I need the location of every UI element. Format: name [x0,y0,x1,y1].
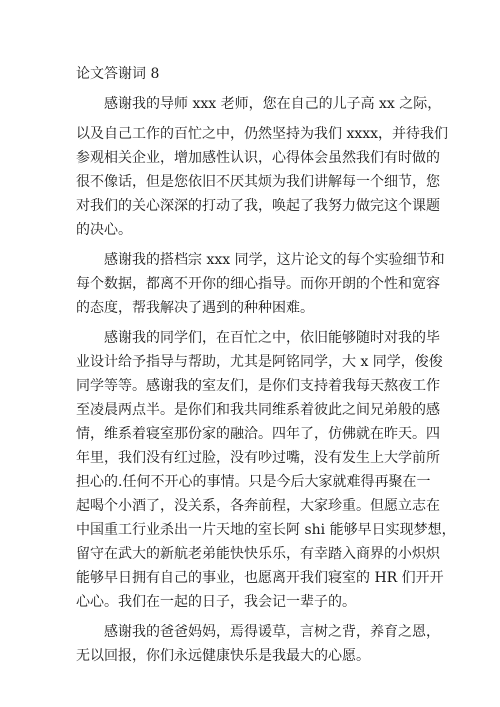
paragraph-3-line-11: 能够早日拥有自己的事业，也愿离开我们寝室的 HR 们开开 [76,570,444,586]
paragraph-1-line-2: 以及自己工作的百忙之中，仍然坚持为我们 xxxx，并待我们 [76,126,449,142]
paragraph-3-line-7: 担心的.任何不开心的事情。只是今后大家就难得再聚在一 [76,474,431,490]
paragraph-1-line-1: 感谢我的导师 xxx 老师，您在自己的儿子高 xx 之际， [104,96,442,112]
paragraph-3-line-6: 年里，我们没有红过脸，没有吵过嘴，没有发生上大学前所 [76,450,440,466]
paragraph-1-line-4: 很不像话，但是您依旧不厌其烦为我们讲解每一个细节，您 [76,174,440,190]
paragraph-3-line-9: 中国重工行业杀出一片天地的室长阿 shi 能够早日实现梦想， [76,522,456,538]
paragraph-1-line-3: 参观相关企业，增加感性认识，心得体会虽然我们有时做的 [76,150,440,166]
paragraph-3-line-8: 起喝个小酒了，没关系，各奔前程，大家珍重。但愿立志在 [76,498,440,514]
paragraph-2-line-3: 的态度，帮我解决了遇到的种种困难。 [76,300,314,316]
paragraph-2-line-1: 感谢我的搭档宗 xxx 同学，这片论文的每个实验细节和 [104,252,445,268]
paragraph-3-line-3: 同学等等。感谢我的室友们，是你们支持着我每天熬夜工作 [76,378,440,394]
paragraph-1-line-5: 对我们的关心深深的打动了我，唤起了我努力做完这个课题 [76,198,440,214]
paragraph-3-line-12: 心心。我们在一起的日子，我会记一辈子的。 [76,594,356,610]
paragraph-3-line-5: 情，维系着寝室那份家的融洽。四年了，仿佛就在昨天。四 [76,426,440,442]
paragraph-3-line-1: 感谢我的同学们，在百忙之中，依旧能够随时对我的毕 [104,330,440,346]
paragraph-2-line-2: 每个数据，都离不开你的细心指导。而你开朗的个性和宽容 [76,276,440,292]
paragraph-3-line-2: 业设计给予指导与帮助，尤其是阿铭同学，大 x 同学，俊俊 [76,354,443,370]
paragraph-4-line-2: 无以回报，你们永远健康快乐是我最大的心愿。 [76,648,370,664]
paragraph-3-line-4: 至凌晨两点半。是你们和我共同维系着彼此之间兄弟般的感 [76,402,440,418]
document-title: 论文答谢词 8 [76,66,160,82]
paragraph-1-line-6: 的决心。 [76,222,132,238]
paragraph-3-line-10: 留守在武大的新航老弟能快快乐乐，有幸踏入商界的小炽炽 [76,546,440,562]
paragraph-4-line-1: 感谢我的爸爸妈妈，焉得谖草，言树之背，养育之恩， [104,624,440,640]
